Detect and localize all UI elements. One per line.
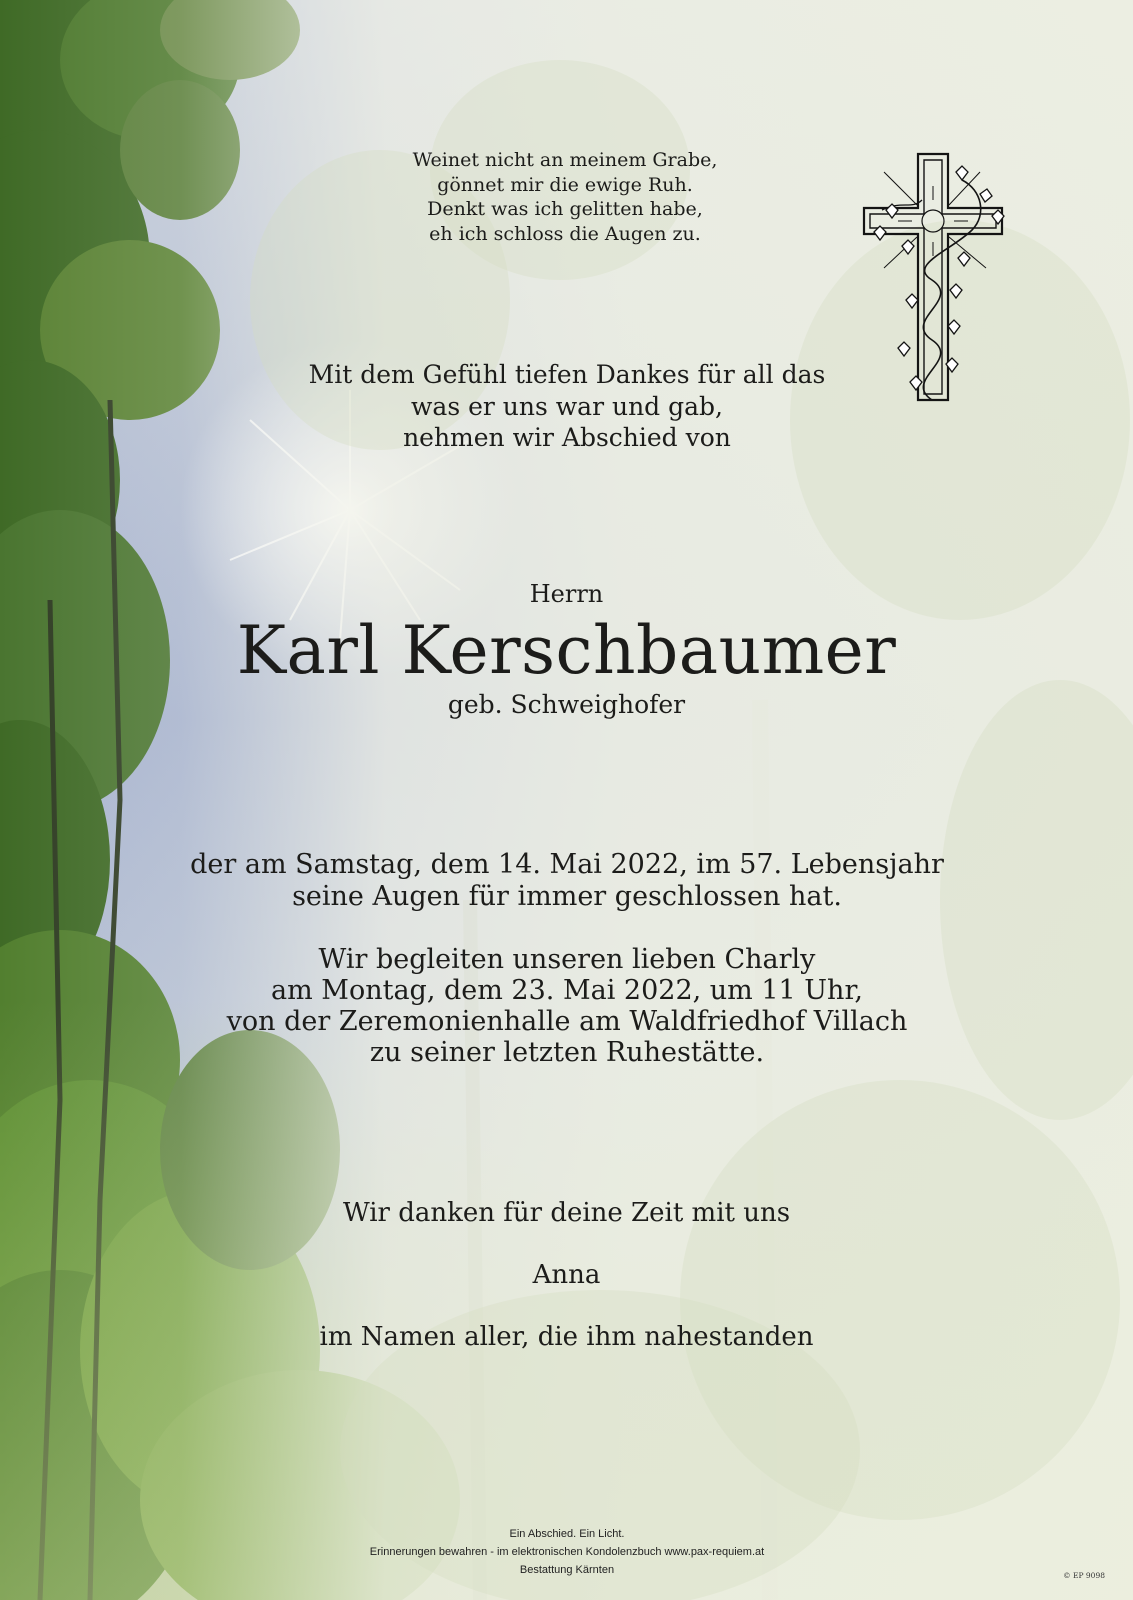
- funeral-notice-line: von der Zeremonienhalle am Waldfriedhof Villach: [226, 1006, 908, 1037]
- farewell-intro: [200, 359, 934, 454]
- death-notice-line: seine Augen für immer geschlossen hat.: [292, 881, 842, 912]
- deceased-name: Karl Kerschbaumer: [236, 612, 897, 689]
- copyright-mark: © EP 9098: [1063, 1571, 1105, 1580]
- relatives-line: im Namen aller, die ihm nahestanden: [319, 1322, 814, 1352]
- footer: [200, 1525, 934, 1579]
- footer-tagline: Ein Abschied. Ein Licht.: [509, 1528, 625, 1540]
- funeral-notice-line: am Montag, dem 23. Mai 2022, um 11 Uhr,: [271, 975, 863, 1006]
- intro-line: Mit dem Gefühl tiefen Dankes für all das: [308, 360, 826, 389]
- footer-undertaker: Bestattung Kärnten: [519, 1564, 615, 1576]
- birth-name: geb. Schweighofer: [447, 690, 686, 719]
- funeral-notice: [100, 944, 1034, 1068]
- death-notice-line: der am Samstag, dem 14. Mai 2022, im 57. Lebensjahr: [190, 849, 944, 880]
- intro-line: nehmen wir Abschied von: [403, 423, 731, 452]
- death-notice: [100, 849, 1034, 913]
- salutation: Herrn: [529, 580, 604, 608]
- memorial-verse: [330, 148, 800, 246]
- thanks-line: Wir danken für deine Zeit mit uns: [342, 1198, 791, 1228]
- funeral-notice-line: zu seiner letzten Ruhestätte.: [369, 1037, 765, 1068]
- verse-line: gönnet mir die ewige Ruh.: [437, 173, 693, 196]
- signer-name: Anna: [532, 1260, 601, 1290]
- verse-line: Denkt was ich gelitten habe,: [427, 198, 703, 220]
- funeral-notice-line: Wir begleiten unseren lieben Charly: [318, 944, 816, 975]
- footer-condolence-link: Erinnerungen bewahren - im elektronischen Kondolenzbuch www.pax-requiem.at: [369, 1546, 765, 1558]
- verse-line: eh ich schloss die Augen zu.: [429, 222, 701, 245]
- intro-line: was er uns war und gab,: [411, 391, 723, 421]
- verse-line: Weinet nicht an meinem Grabe,: [412, 149, 718, 171]
